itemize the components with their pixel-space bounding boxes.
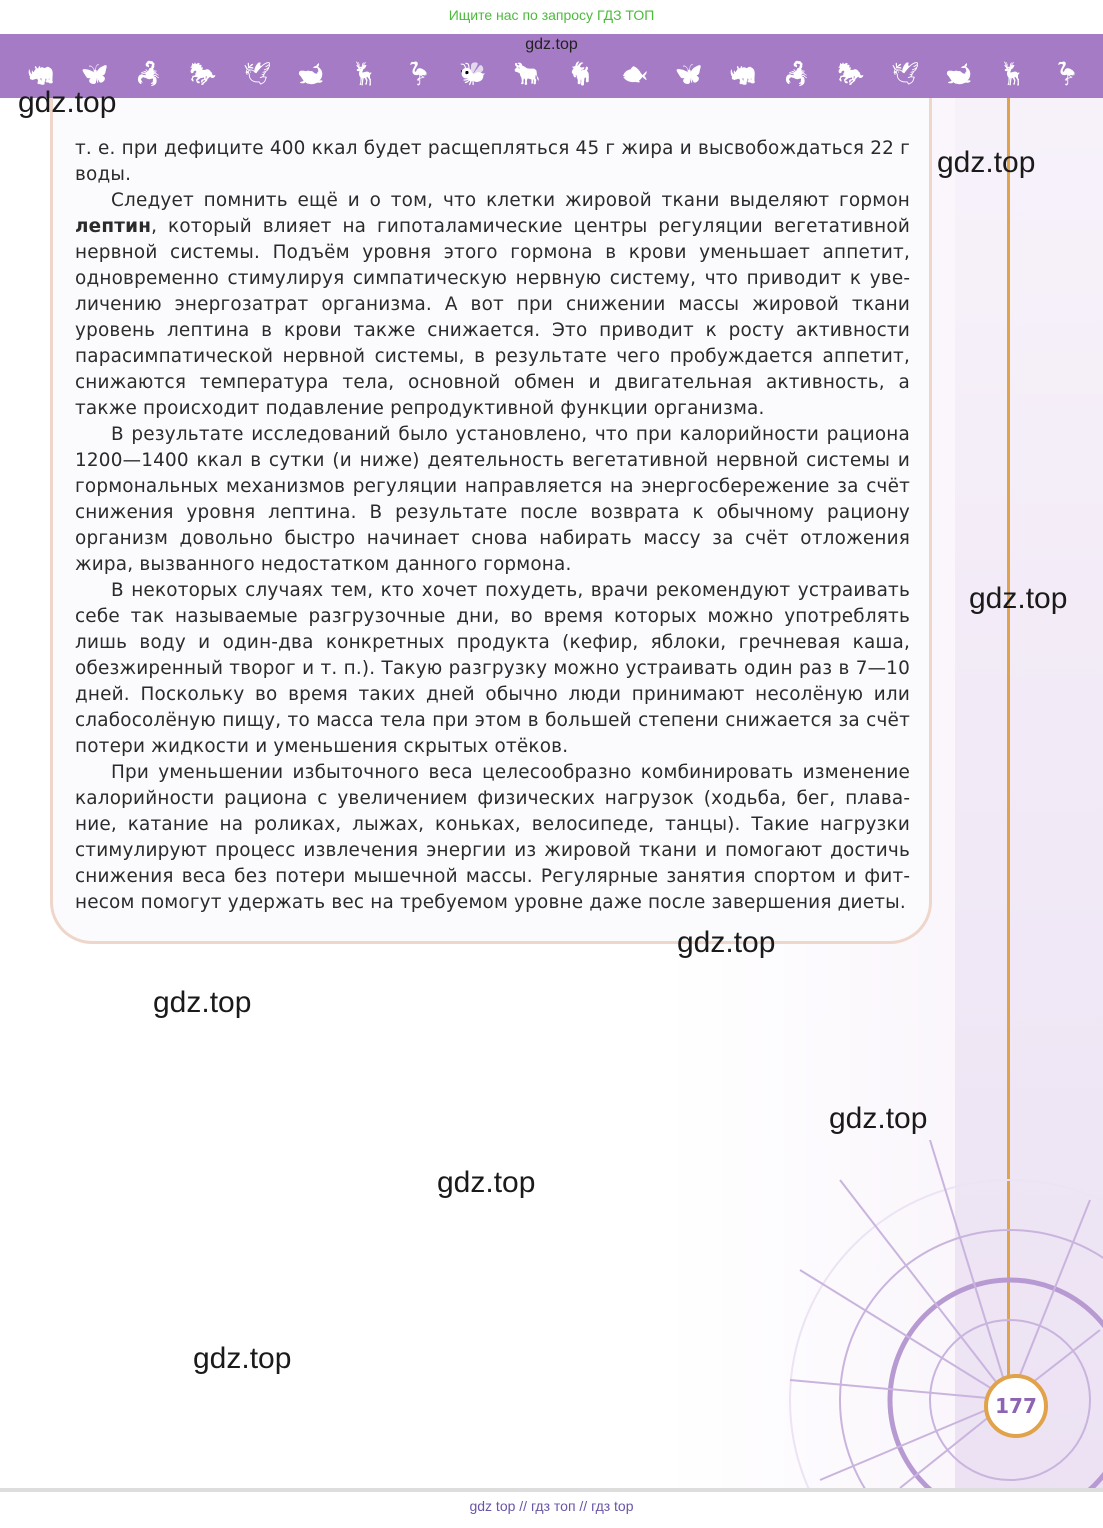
text-run: В результате исследований было установлено, что при калорийности рациона 1200—1400 ккал в сутки (и ниже) деятельность вегетативной нервной системы и гормональных механизмов регуляции направляется на энергосбережение за счёт снижения уровня лептина. В результате после возврата к обычному рациону организм довольно быстро начинает снова набирать массу за счёт отложения жира, вызванного недостатком данного гормона. bbox=[75, 424, 910, 575]
body-text bbox=[75, 136, 910, 916]
paragraph bbox=[75, 578, 910, 760]
whale-icon: 🐋 bbox=[945, 62, 973, 87]
band-watermark: gdz.top bbox=[525, 36, 578, 53]
page-number: 177 bbox=[984, 1374, 1048, 1438]
text-run: При уменьшении избыточного веса целесообразно комбинировать изменение калорийности рациона с увеличением физических нагрузок (ходьба, бег, плавание, катание на роликах, лыжах, коньках, велосипеде, танцы). Такие нагрузки стимулируют процесс извлечения энергии из жировой ткани и помогают достичь снижения веса без потери мышечной массы. Регулярные занятия спортом и фитнесом помогут удержать вес на требуемом уровне даже после завершения диеты. bbox=[75, 762, 910, 913]
search-banner: Ищите нас по запросу ГДЗ ТОП bbox=[448, 7, 655, 23]
deer-icon: 🦌 bbox=[351, 62, 379, 87]
butterfly-icon: 🦋 bbox=[81, 62, 109, 87]
rhino-icon: 🦏 bbox=[729, 62, 757, 87]
heron-icon: 🦩 bbox=[405, 62, 433, 87]
horse-icon: 🐎 bbox=[837, 62, 865, 87]
butterfly-icon: 🦋 bbox=[675, 62, 703, 87]
watermark: gdz.top bbox=[18, 86, 117, 119]
paragraph bbox=[75, 188, 910, 422]
text-run: Следует помнить ещё и о том, что клетки жировой ткани выделяют гормон bbox=[111, 190, 910, 211]
text-run: т. е. при дефиците 400 ккал будет расщепляться 45 г жира и высвобождаться 22 г воды. bbox=[75, 138, 910, 185]
bird-icon: 🕊 bbox=[891, 62, 919, 87]
scorpion-icon: 🦂 bbox=[783, 62, 811, 87]
fish-icon: 🐟 bbox=[621, 62, 649, 87]
watermark: gdz.top bbox=[829, 1102, 928, 1135]
text-run: , который влияет на гипоталамические центры регуляции вегетативной нервной системы. Подъём уровня этого гормона в крови уменьшает аппетит, одновременно стимулируя симпатическую нервную систему, что приводит к увеличению энергозатрат организма. А вот при снижении массы жировой ткани уровень лептина в крови также снижается. Это приводит к росту активности парасимпатической нервной системы, в результате чего пробуждается аппетит, снижаются температура тела, основной обмен и двигательная активность, а также происходит подавление репродуктивной функции организма. bbox=[75, 216, 910, 419]
paragraph bbox=[75, 136, 910, 188]
animal-icons-row bbox=[24, 58, 1084, 92]
footer-links: gdz top // гдз топ // гдз top bbox=[469, 1498, 634, 1514]
watermark: gdz.top bbox=[153, 986, 252, 1019]
bold-term: лептин bbox=[75, 216, 152, 237]
bull-icon: 🐂 bbox=[513, 62, 541, 87]
rhino-icon: 🦏 bbox=[27, 62, 55, 87]
heron-icon: 🦩 bbox=[1053, 62, 1081, 87]
watermark: gdz.top bbox=[969, 582, 1068, 615]
text-run: В некоторых случаях тем, кто хочет похудеть, врачи рекомендуют устраивать себе так называемые разгрузочные дни, во время которых можно употреблять лишь воду и один-два конкретных продукта (кефир, яблоки, гречневая каша, обезжиренный творог и т. п.). Такую разгрузку можно устраивать один раз в 7—10 дней. Поскольку во время таких дней обычно люди принимают несолёную или слабосолёную пищу, то масса тела при этом в большей степени снижается за счёт потери жидкости и уменьшения скрытых отёков. bbox=[75, 580, 910, 757]
watermark: gdz.top bbox=[937, 146, 1036, 179]
whale-icon: 🐋 bbox=[297, 62, 325, 87]
watermark: gdz.top bbox=[437, 1166, 536, 1199]
watermark: gdz.top bbox=[193, 1342, 292, 1375]
bird-icon: 🕊 bbox=[243, 62, 271, 87]
paragraph bbox=[75, 422, 910, 578]
decorative-circle-graphic bbox=[780, 1140, 1103, 1488]
scorpion-icon: 🦂 bbox=[135, 62, 163, 87]
animal-header-band bbox=[0, 34, 1103, 98]
insect-icon: 🐝 bbox=[459, 62, 487, 87]
watermark: gdz.top bbox=[677, 926, 776, 959]
deer-icon: 🦌 bbox=[999, 62, 1027, 87]
footer-divider bbox=[0, 1488, 1103, 1492]
gazelle-icon: 🐐 bbox=[567, 62, 595, 87]
paragraph bbox=[75, 760, 910, 916]
horse-icon: 🐎 bbox=[189, 62, 217, 87]
